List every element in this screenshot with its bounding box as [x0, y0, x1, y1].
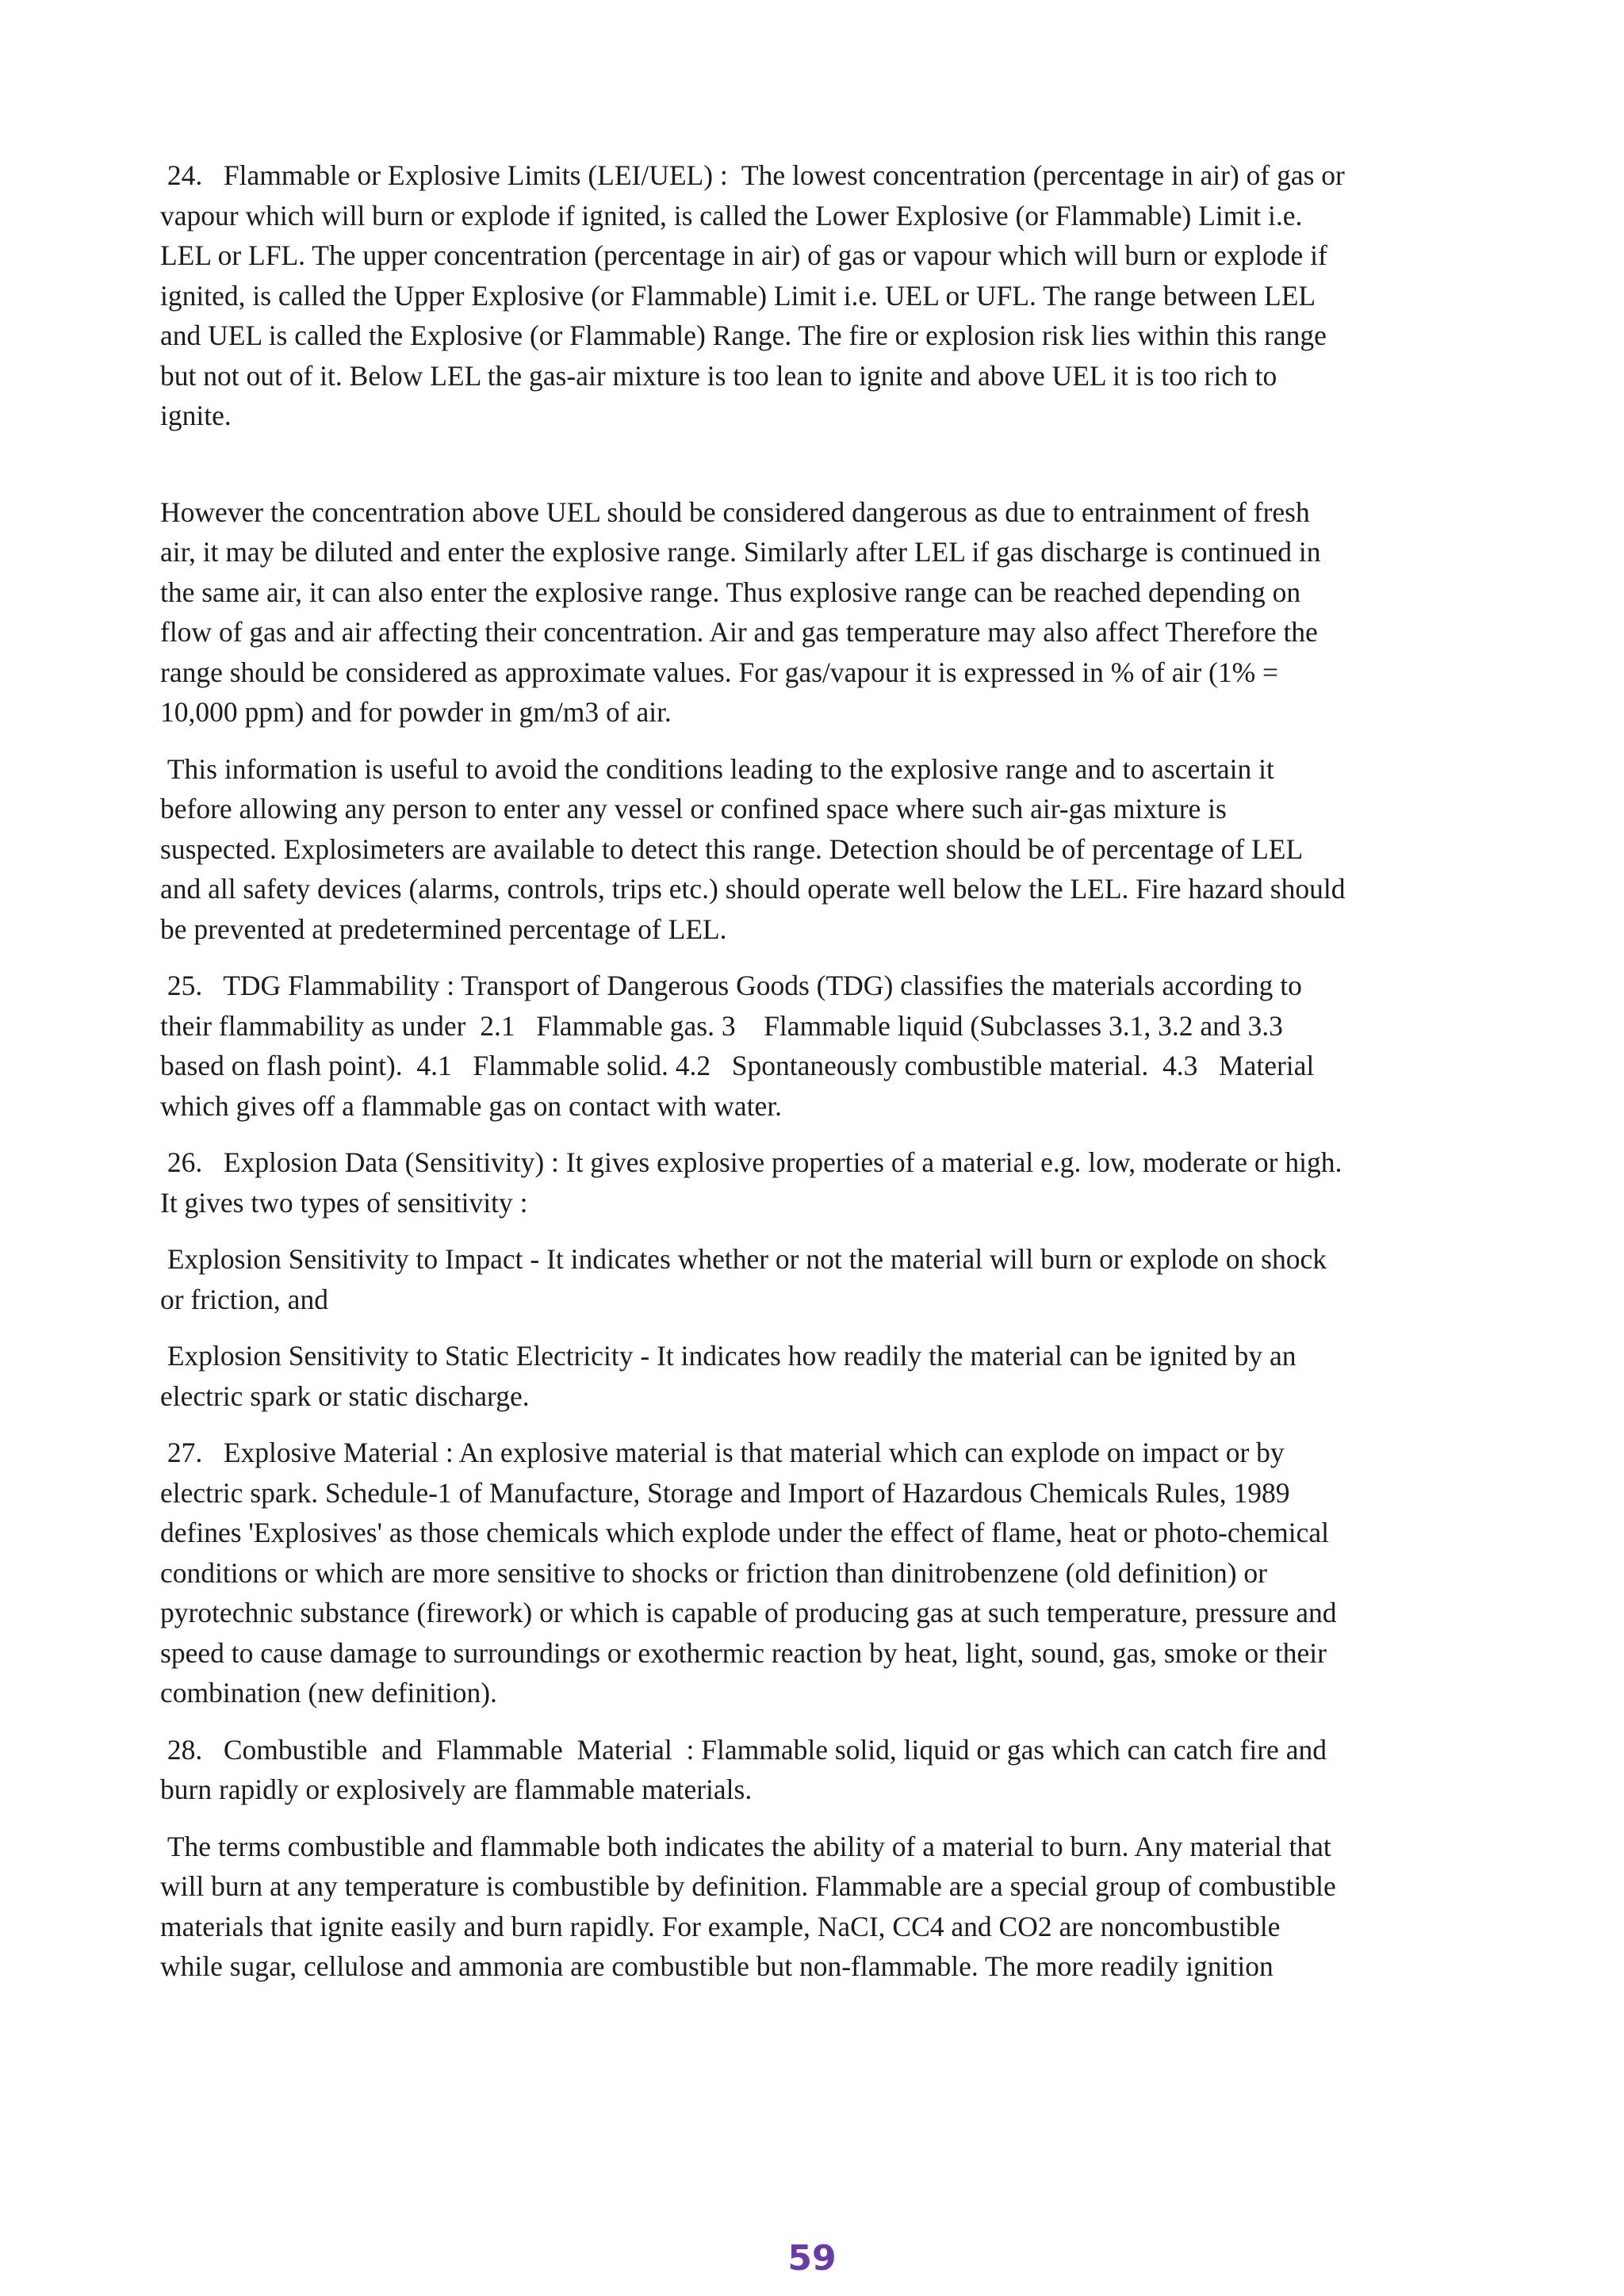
paragraph-28-combustible-flammable: [160, 1730, 1461, 1810]
paragraph-uel-concentration: [160, 492, 1461, 733]
text-line: range should be considered as approximate values. For gas/vapour it is expressed in % of air (1% =: [160, 656, 1279, 688]
text-line: conditions or which are more sensitive to shocks or friction than dinitrobenzene (old definition) or: [160, 1556, 1267, 1589]
text-line: flow of gas and air affecting their concentration. Air and gas temperature may also affect Therefore the: [160, 616, 1318, 648]
text-line: ignited, is called the Upper Explosive (or Flammable) Limit i.e. UEL or UFL. The range between LEL: [160, 279, 1316, 312]
text-line: 25. TDG Flammability : Transport of Dangerous Goods (TDG) classifies the materials according to: [160, 970, 1302, 1001]
text-line: ignite.: [160, 400, 232, 431]
text-line: pyrotechnic substance (firework) or which is capable of producing gas at such temperature, pressure and: [160, 1597, 1337, 1628]
text-line: before allowing any person to enter any vessel or confined space where such air-gas mixture is: [160, 793, 1227, 825]
text-line: suspected. Explosimeters are available to detect this range. Detection should be of percentage of LEL: [160, 832, 1304, 865]
paragraph-explosive-range-info: [160, 749, 1461, 950]
paragraph-24-flammable-limits: [160, 155, 1461, 436]
text-line: 26. Explosion Data (Sensitivity) : It gives explosive properties of a material e.g. low, moderate or high.: [160, 1146, 1342, 1178]
text-line: materials that ignite easily and burn rapidly. For example, NaCI, CC4 and CO2 are noncombustible: [160, 1910, 1281, 1942]
text-line: defines 'Explosives' as those chemicals which explode under the effect of flame, heat or photo-chemical: [160, 1517, 1330, 1548]
text-line: air, it may be diluted and enter the explosive range. Similarly after LEL if gas discharge is continued in: [160, 536, 1321, 568]
text-line: combination (new definition).: [160, 1677, 497, 1709]
text-line: However the concentration above UEL should be considered dangerous as due to entrainment of fresh: [160, 496, 1310, 528]
text-line: LEL or LFL. The upper concentration (percentage in air) of gas or vapour which will burn or explode if: [160, 239, 1327, 271]
text-line: their flammability as under 2.1 Flammable gas. 3 Flammable liquid (Subclasses 3.1, 3.2 and 3.3: [160, 1009, 1283, 1042]
text-line: Explosion Sensitivity to Impact - It indicates whether or not the material will burn or explode on shock: [160, 1243, 1327, 1275]
text-line: vapour which will burn or explode if ignited, is called the Lower Explosive (or Flammable) Limit i.e.: [160, 199, 1303, 232]
text-line: be prevented at predetermined percentage of LEL.: [160, 913, 727, 945]
text-line: electric spark. Schedule-1 of Manufacture, Storage and Import of Hazardous Chemicals Rules, 1989: [160, 1476, 1290, 1509]
paragraph-sensitivity-static: [160, 1336, 1461, 1416]
text-line: speed to cause damage to surroundings or exothermic reaction by heat, light, sound, gas, smoke or their: [160, 1636, 1327, 1669]
text-line: burn rapidly or explosively are flammable materials.: [160, 1774, 753, 1805]
text-line: but not out of it. Below LEL the gas-air mixture is too lean to ignite and above UEL it is too rich to: [160, 359, 1277, 392]
paragraph-25-tdg-flammability: [160, 966, 1461, 1126]
text-line: or friction, and: [160, 1283, 328, 1315]
text-line: The terms combustible and flammable both indicates the ability of a material to burn. Any material that: [160, 1830, 1331, 1862]
text-line: 27. Explosive Material : An explosive material is that material which can explode on impact or by: [160, 1437, 1285, 1468]
text-line: and UEL is called the Explosive (or Flammable) Range. The fire or explosion risk lies within this range: [160, 320, 1327, 351]
text-line: based on flash point). 4.1 Flammable solid. 4.2 Spontaneously combustible material. 4.3 Material: [160, 1050, 1315, 1081]
page-number: 59: [787, 2238, 837, 2279]
text-line: 10,000 ppm) and for powder in gm/m3 of air.: [160, 696, 672, 728]
text-line: 24. Flammable or Explosive Limits (LEI/UEL) : The lowest concentration (percentage in air) of gas or: [160, 159, 1345, 191]
text-line: will burn at any temperature is combustible by definition. Flammable are a special group of combustible: [160, 1870, 1336, 1902]
text-line: and all safety devices (alarms, controls, trips etc.) should operate well below the LEL. Fire hazard should: [160, 873, 1346, 905]
paragraph-combustible-definition: [160, 1827, 1461, 1987]
document-body: [160, 155, 1461, 1987]
text-line: Explosion Sensitivity to Static Electricity - It indicates how readily the material can be ignited by an: [160, 1340, 1297, 1372]
text-line: 28. Combustible and Flammable Material : Flammable solid, liquid or gas which can catch fire and: [160, 1733, 1327, 1766]
text-line: which gives off a flammable gas on contact with water.: [160, 1089, 783, 1122]
text-line: electric spark or static discharge.: [160, 1380, 530, 1412]
text-line: while sugar, cellulose and ammonia are combustible but non-flammable. The more readily ignition: [160, 1950, 1274, 1982]
text-line: It gives two types of sensitivity :: [160, 1186, 528, 1219]
text-line: This information is useful to avoid the conditions leading to the explosive range and to ascertain it: [160, 752, 1274, 785]
text-line: the same air, it can also enter the explosive range. Thus explosive range can be reached depending on: [160, 576, 1301, 608]
paragraph-sensitivity-impact: [160, 1239, 1461, 1319]
paragraph-27-explosive-material: [160, 1433, 1461, 1713]
paragraph-26-explosion-data: [160, 1142, 1461, 1223]
